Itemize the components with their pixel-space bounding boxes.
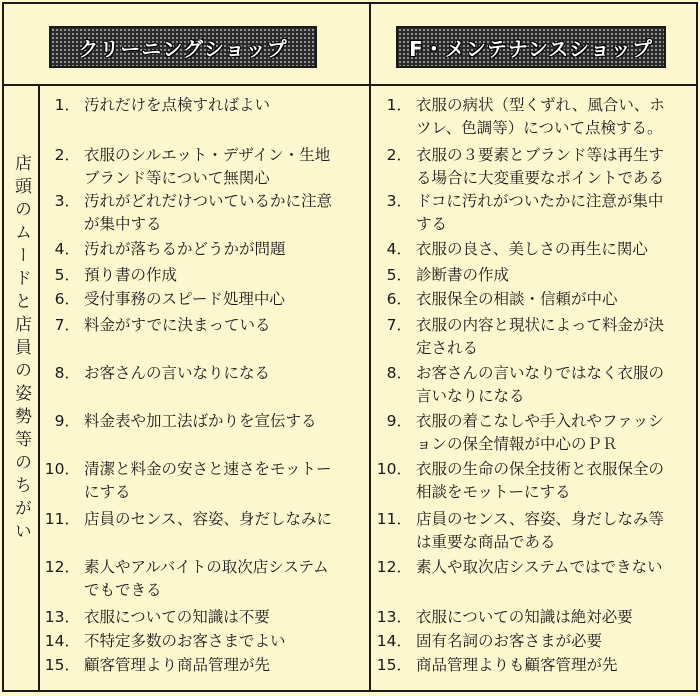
left-item-text: 汚れだけを点検すればよい [84, 96, 271, 114]
right-item-number: 14． [376, 632, 412, 650]
left-item-number: 6． [54, 290, 80, 308]
left-item-number: 11． [44, 510, 80, 528]
right-item-number: 5． [386, 266, 412, 284]
right-column-title [396, 26, 666, 68]
left-item-text: 素人やアルバイトの取次店システム でもできる [84, 558, 329, 599]
side-label-cell [4, 84, 38, 690]
right-item-number: 13． [376, 608, 412, 626]
left-item-number: 7． [54, 316, 80, 334]
right-item-number: 2． [386, 146, 412, 164]
right-item-number: 12． [376, 558, 412, 576]
left-item-text: 料金表や加工法ばかりを宣伝する [84, 412, 317, 430]
left-item-number: 4． [54, 240, 80, 258]
right-item-text: 衣服の内容と現状によって料金が決 定される [416, 316, 665, 357]
left-item-text: 清潔と料金の安さと速さをモットー にする [84, 460, 332, 501]
right-item-number: 1． [386, 96, 412, 114]
left-item-number: 12． [44, 558, 80, 576]
right-item-text: 診断書の作成 [416, 266, 510, 284]
right-item-text: お客さんの言いなりではなく衣服の 言いなりになる [416, 364, 665, 405]
right-item-text: ドコに汚れがついたかに注意が集中 する [416, 192, 664, 233]
header-row [4, 4, 696, 86]
left-item-text: 衣服についての知識は不要 [84, 608, 270, 626]
right-item-number: 11． [376, 510, 412, 528]
right-column-title-text: F・メンテナンスショップ [409, 36, 653, 61]
right-item-text: 店員のセンス、容姿、身だしなみ等 は重要な商品である [416, 510, 665, 551]
left-item-number: 13． [44, 608, 80, 626]
left-item-text: 店員のセンス、容姿、身だしなみに [84, 510, 333, 528]
right-item-text: 衣服の病状（型くずれ、風合い、ホ ツレ、色調等）について点検する。 [416, 96, 665, 137]
right-item-text: 素人や取次店システムではできない [416, 558, 663, 576]
left-item-text: 汚れがどれだけついているかに注意 が集中する [84, 192, 333, 233]
right-item-number: 7． [386, 316, 412, 334]
right-item-number: 6． [386, 290, 412, 308]
right-item-text: 商品管理よりも顧客管理が先 [416, 656, 618, 674]
left-column-title [49, 26, 317, 68]
left-item-number: 5． [54, 266, 80, 284]
left-item-text: 預り書の作成 [84, 266, 178, 284]
left-item-number: 2． [54, 146, 80, 164]
right-item-number: 9． [386, 412, 412, 430]
left-item-text: 顧客管理より商品管理が先 [84, 656, 271, 674]
left-item-text: 受付事務のスピード処理中心 [84, 290, 285, 308]
side-label-divider [38, 84, 40, 690]
right-item-text: 固有名詞のお客さまが必要 [416, 632, 603, 650]
right-item-text: 衣服の良さ、美しさの再生に関心 [416, 240, 648, 258]
left-item-text: 汚れが落ちるかどうかが問題 [84, 240, 286, 258]
left-item-text: 不特定多数のお客さまでよい [84, 632, 286, 650]
left-item-text: 料金がすでに決まっている [84, 316, 271, 334]
left-item-number: 14． [44, 632, 80, 650]
right-item-number: 15． [376, 656, 412, 674]
left-item-number: 3． [54, 192, 80, 210]
left-item-text: お客さんの言いなりになる [84, 364, 271, 382]
left-item-text: 衣服のシルエット・デザイン・生地 ブランド等について無関心 [84, 146, 331, 187]
right-item-number: 3． [386, 192, 412, 210]
right-item-text: 衣服についての知識は絶対必要 [416, 608, 633, 626]
right-item-number: 8． [386, 364, 412, 382]
left-item-number: 10． [44, 460, 80, 478]
left-item-number: 8． [54, 364, 80, 382]
left-item-number: 9． [54, 412, 80, 430]
right-item-text: 衣服の３要素とブランド等は再生す る場合に大変重要なポイントである [416, 146, 665, 187]
comparison-table [2, 2, 698, 692]
column-divider [369, 4, 371, 690]
left-column-title-text: クリーニングショップ [78, 36, 288, 61]
side-label-text: 店頭のムードと店員の姿勢等のちがい [11, 154, 31, 545]
right-item-text: 衣服の着こなしや手入れやファッシ ョンの保全情報が中心のＰＲ [416, 412, 664, 453]
left-item-number: 15． [44, 656, 80, 674]
right-item-number: 10． [376, 460, 412, 478]
right-item-number: 4． [386, 240, 412, 258]
right-item-text: 衣服保全の相談・信頼が中心 [416, 290, 618, 308]
right-item-text: 衣服の生命の保全技術と衣服保全の 相談をモットーにする [416, 460, 665, 501]
left-item-number: 1． [54, 96, 80, 114]
